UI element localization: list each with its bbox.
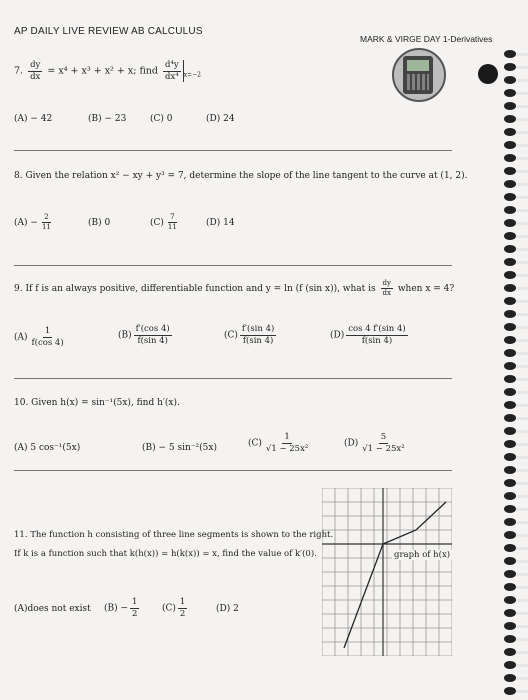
q10-option-d[interactable]: (D) $\frac{5}{\text{√1 − 25x²}}$: [344, 432, 405, 454]
q8-option-d[interactable]: (D) 14: [206, 218, 235, 228]
binding-hole: [504, 336, 516, 344]
binder-hole-icon: [478, 64, 498, 84]
binding-hole: [504, 284, 516, 292]
binding-hole: [504, 180, 516, 188]
binding-ring: [516, 508, 528, 511]
binding-hole: [504, 492, 516, 500]
dy-dx-fraction: $\frac{dy}{dx}$: [30, 60, 41, 82]
binding-ring: [516, 274, 528, 277]
q10-option-c[interactable]: (C) $\frac{1}{\text{√1 − 25x²}}$: [248, 432, 309, 454]
q8-option-c[interactable]: (C) $\frac{7}{11}$: [150, 213, 177, 231]
binding-hole: [504, 427, 516, 435]
binding-ring: [516, 339, 528, 342]
binding-hole: [504, 570, 516, 578]
binding-hole: [504, 479, 516, 487]
binding-ring: [516, 612, 528, 615]
binding-hole: [504, 362, 516, 370]
binding-hole: [504, 531, 516, 539]
binding-hole: [504, 258, 516, 266]
binding-hole: [504, 349, 516, 357]
binding-hole: [504, 206, 516, 214]
question-8: 8. Given the relation x² − xy + y³ = 7, determine the slope of the line tangent to the curve at (1, 2).: [14, 171, 468, 181]
binding-hole: [504, 583, 516, 591]
binding-ring: [516, 378, 528, 381]
binding-ring: [516, 547, 528, 550]
binding-hole: [504, 648, 516, 656]
q7-option-a[interactable]: (A) − 42: [14, 114, 53, 124]
binding-ring: [516, 235, 528, 238]
binding-ring: [516, 183, 528, 186]
binding-hole: [504, 89, 516, 97]
binding-ring: [516, 469, 528, 472]
binding-ring: [516, 313, 528, 316]
day-subtitle: MARK & VIRGE DAY 1-Derivatives: [360, 34, 493, 44]
binding-ring: [516, 300, 528, 303]
binding-ring: [516, 66, 528, 69]
binding-ring: [516, 222, 528, 225]
binding-hole: [504, 375, 516, 383]
binding-hole: [504, 544, 516, 552]
binding-hole: [504, 505, 516, 513]
divider: [14, 470, 452, 471]
binding-hole: [504, 50, 516, 58]
binding-ring: [516, 287, 528, 290]
binding-hole: [504, 102, 516, 110]
spiral-binding: [500, 40, 528, 700]
binding-ring: [516, 144, 528, 147]
binding-ring: [516, 599, 528, 602]
binding-hole: [504, 115, 516, 123]
binding-ring: [516, 352, 528, 355]
graph-of-h: [322, 488, 452, 656]
binding-hole: [504, 323, 516, 331]
binding-hole: [504, 635, 516, 643]
q10-option-a[interactable]: (A) 5 cos⁻¹(5x): [14, 443, 81, 453]
binding-hole: [504, 232, 516, 240]
q9-option-b[interactable]: (B) $\frac{f'(\cos 4)}{f(\sin 4)}$: [118, 324, 170, 346]
binding-ring: [516, 170, 528, 173]
binding-ring: [516, 53, 528, 56]
binding-ring: [516, 92, 528, 95]
binding-ring: [516, 248, 528, 251]
binding-hole: [504, 661, 516, 669]
binding-hole: [504, 440, 516, 448]
q7-option-d[interactable]: (D) 24: [206, 114, 235, 124]
q11-option-c[interactable]: (C) $\frac{1}{2}$: [162, 597, 186, 619]
binding-hole: [504, 518, 516, 526]
divider: [14, 265, 452, 266]
binding-ring: [516, 482, 528, 485]
worksheet-title: AP DAILY LIVE REVIEW AB CALCULUS: [14, 26, 203, 37]
question-11-line-2: If k is a function such that k(h(x)) = h(k(x)) = x, find the value of k′(0).: [14, 549, 317, 559]
binding-hole: [504, 453, 516, 461]
binding-ring: [516, 209, 528, 212]
binding-ring: [516, 690, 528, 693]
binding-hole: [504, 687, 516, 695]
binding-hole: [504, 557, 516, 565]
binding-hole: [504, 193, 516, 201]
binding-ring: [516, 443, 528, 446]
binding-ring: [516, 573, 528, 576]
binding-ring: [516, 105, 528, 108]
binding-ring: [516, 560, 528, 563]
binding-hole: [504, 596, 516, 604]
q11-option-d[interactable]: (D) 2: [216, 604, 239, 614]
binding-hole: [504, 388, 516, 396]
binding-ring: [516, 625, 528, 628]
binding-ring: [516, 586, 528, 589]
evaluation-point: x=−2: [183, 71, 201, 79]
binding-ring: [516, 521, 528, 524]
binding-ring: [516, 261, 528, 264]
binding-hole: [504, 674, 516, 682]
binding-ring: [516, 495, 528, 498]
binding-hole: [504, 63, 516, 71]
binding-hole: [504, 141, 516, 149]
binding-ring: [516, 326, 528, 329]
binding-ring: [516, 664, 528, 667]
binding-hole: [504, 245, 516, 253]
binding-ring: [516, 456, 528, 459]
q10-option-b[interactable]: (B) − 5 sin⁻²(5x): [142, 443, 217, 453]
calculator-icon: [392, 48, 446, 102]
q7-option-b[interactable]: (B) − 23: [88, 114, 127, 124]
binding-hole: [504, 466, 516, 474]
binding-ring: [516, 391, 528, 394]
binding-ring: [516, 365, 528, 368]
h-curve: [344, 502, 446, 648]
question-7-expression: = x⁴ + x³ + x² + x; find: [47, 65, 158, 77]
binding-ring: [516, 196, 528, 199]
binding-ring: [516, 417, 528, 420]
binding-hole: [504, 622, 516, 630]
binding-hole: [504, 310, 516, 318]
binding-hole: [504, 271, 516, 279]
question-number: 7.: [14, 65, 24, 77]
binding-ring: [516, 430, 528, 433]
binding-hole: [504, 154, 516, 162]
binding-ring: [516, 79, 528, 82]
divider: [14, 150, 452, 151]
binding-ring: [516, 534, 528, 537]
binding-ring: [516, 118, 528, 121]
q9-option-a[interactable]: (A) $\frac{1}{f(\cos 4)}$: [14, 326, 64, 348]
q9-option-c[interactable]: (C) $\frac{f'(\sin 4)}{f(\sin 4)}$: [224, 324, 275, 346]
q8-option-b[interactable]: (B) 0: [88, 218, 111, 228]
binding-hole: [504, 167, 516, 175]
binding-hole: [504, 414, 516, 422]
question-10: 10. Given h(x) = sin⁻¹(5x), find h′(x).: [14, 398, 180, 408]
binding-hole: [504, 128, 516, 136]
binding-ring: [516, 651, 528, 654]
question-9: 9. If f is an always positive, differentiable function and y = ln (f (sin x)), what is $\frac{dy}{dx}$ when x = 4?: [14, 279, 455, 297]
binding-ring: [516, 131, 528, 134]
divider: [14, 378, 452, 379]
binding-ring: [516, 404, 528, 407]
question-11-line-1: 11. The function h consisting of three line segments is shown to the right.: [14, 530, 334, 540]
binding-hole: [504, 219, 516, 227]
binding-hole: [504, 609, 516, 617]
q8-option-a[interactable]: (A) − $\frac{2}{11}$: [14, 213, 51, 231]
q11-option-a[interactable]: (A)does not exist: [14, 604, 91, 614]
q7-option-c[interactable]: (C) 0: [150, 114, 173, 124]
binding-ring: [516, 157, 528, 160]
binding-hole: [504, 401, 516, 409]
binding-hole: [504, 76, 516, 84]
binding-ring: [516, 638, 528, 641]
q11-option-b[interactable]: (B) − $\frac{1}{2}$: [104, 597, 138, 619]
binding-hole: [504, 297, 516, 305]
q9-option-d[interactable]: (D) $\frac{\cos 4 f'(\sin 4)}{f(\sin 4)}$: [330, 324, 406, 346]
binding-ring: [516, 677, 528, 680]
question-7: [14, 60, 201, 82]
graph-label: graph of h(x): [394, 550, 451, 560]
fourth-derivative-fraction: $\frac{\text{d⁴y}}{\text{dx⁴}}$: [165, 60, 179, 82]
